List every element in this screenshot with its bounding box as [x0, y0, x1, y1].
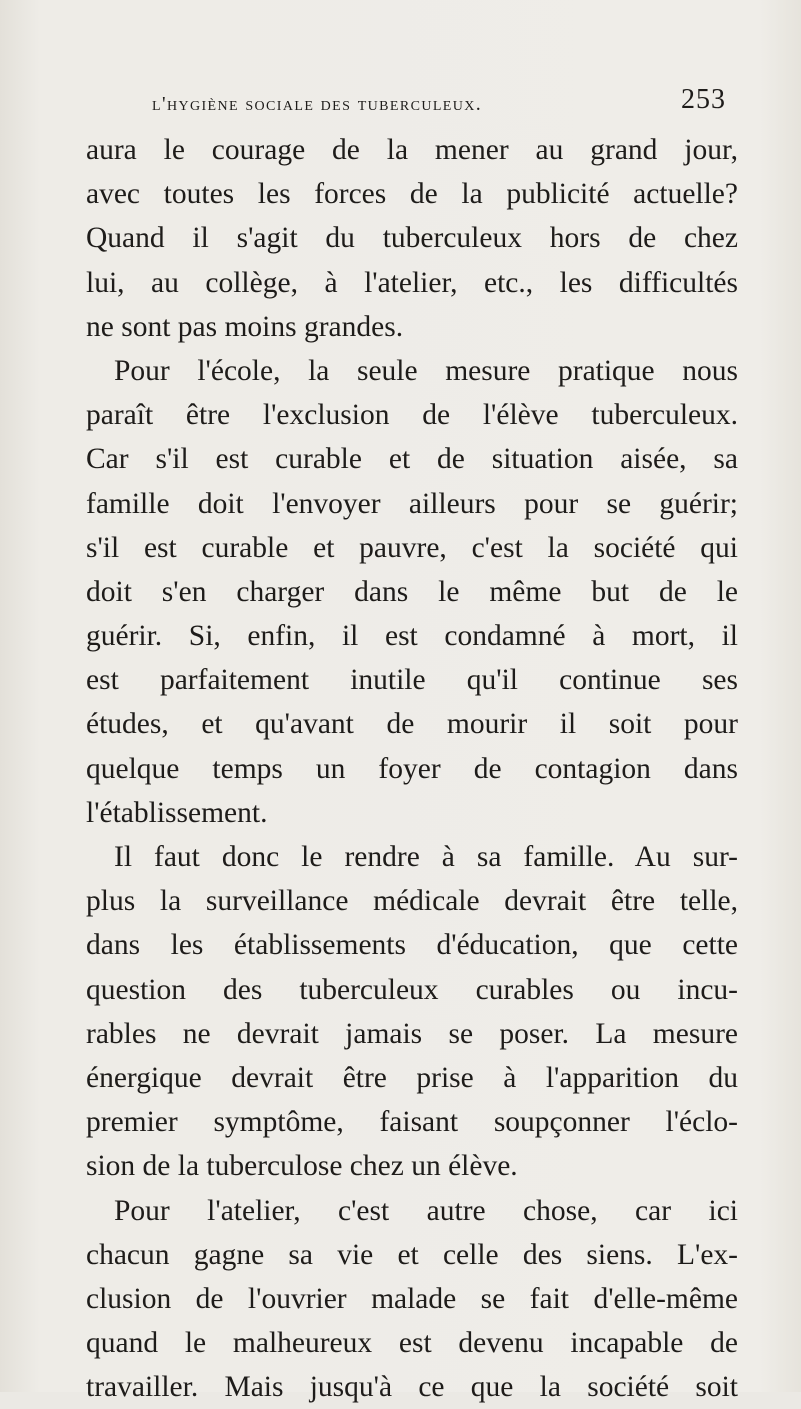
text-line: clusion de l'ouvrier malade se fait d'elle-même [86, 1282, 738, 1315]
body-text [86, 128, 738, 1409]
text-line: plus la surveillance médicale devrait être telle, [86, 885, 738, 918]
text-line: études, et qu'avant de mourir il soit pour [86, 708, 738, 741]
text-line: s'il est curable et pauvre, c'est la société qui [86, 531, 738, 564]
page-number: 253 [681, 84, 726, 115]
text-line: ne sont pas moins grandes. [86, 310, 404, 343]
text-line: Pour l'atelier, c'est autre chose, car ici [114, 1194, 738, 1227]
text-line: Quand il s'agit du tuberculeux hors de chez [86, 222, 738, 255]
text-line: quelque temps un foyer de contagion dans [86, 752, 738, 785]
text-line: est parfaitement inutile qu'il continue ses [86, 664, 738, 697]
text-line: aura le courage de la mener au grand jour, [86, 134, 738, 166]
text-line: Car s'il est curable et de situation aisée, sa [86, 443, 738, 476]
running-title: l'hygiène sociale des tuberculeux. [152, 93, 483, 115]
text-line: Il faut donc le rendre à sa famille. Au sur- [114, 841, 738, 873]
text-line: chacun gagne sa vie et celle des siens. L'ex- [86, 1238, 738, 1271]
text-line: l'établissement. [86, 796, 268, 829]
text-line: énergique devrait être prise à l'apparition du [86, 1061, 738, 1094]
text-line: quand le malheureux est devenu incapable de [86, 1327, 738, 1360]
text-line: question des tuberculeux curables ou incu- [86, 973, 738, 1006]
text-line: avec toutes les forces de la publicité actuelle? [86, 178, 738, 211]
text-line: premier symptôme, faisant soupçonner l'éclo- [86, 1106, 738, 1139]
text-line: guérir. Si, enfin, il est condamné à mort, il [86, 620, 738, 653]
text-line: dans les établissements d'éducation, que cette [86, 929, 738, 962]
text-line: lui, au collège, à l'atelier, etc., les difficultés [86, 266, 738, 299]
text-line: famille doit l'envoyer ailleurs pour se guérir; [86, 487, 738, 520]
text-line: Pour l'école, la seule mesure pratique nous [114, 354, 738, 387]
text-line: doit s'en charger dans le même but de le [86, 575, 738, 608]
text-line: travailler. Mais jusqu'à ce que la société soit [86, 1371, 738, 1404]
text-line: sion de la tuberculose chez un élève. [86, 1150, 518, 1183]
text-line: paraît être l'exclusion de l'élève tuberculeux. [86, 399, 738, 432]
text-line: rables ne devrait jamais se poser. La mesure [86, 1017, 738, 1050]
